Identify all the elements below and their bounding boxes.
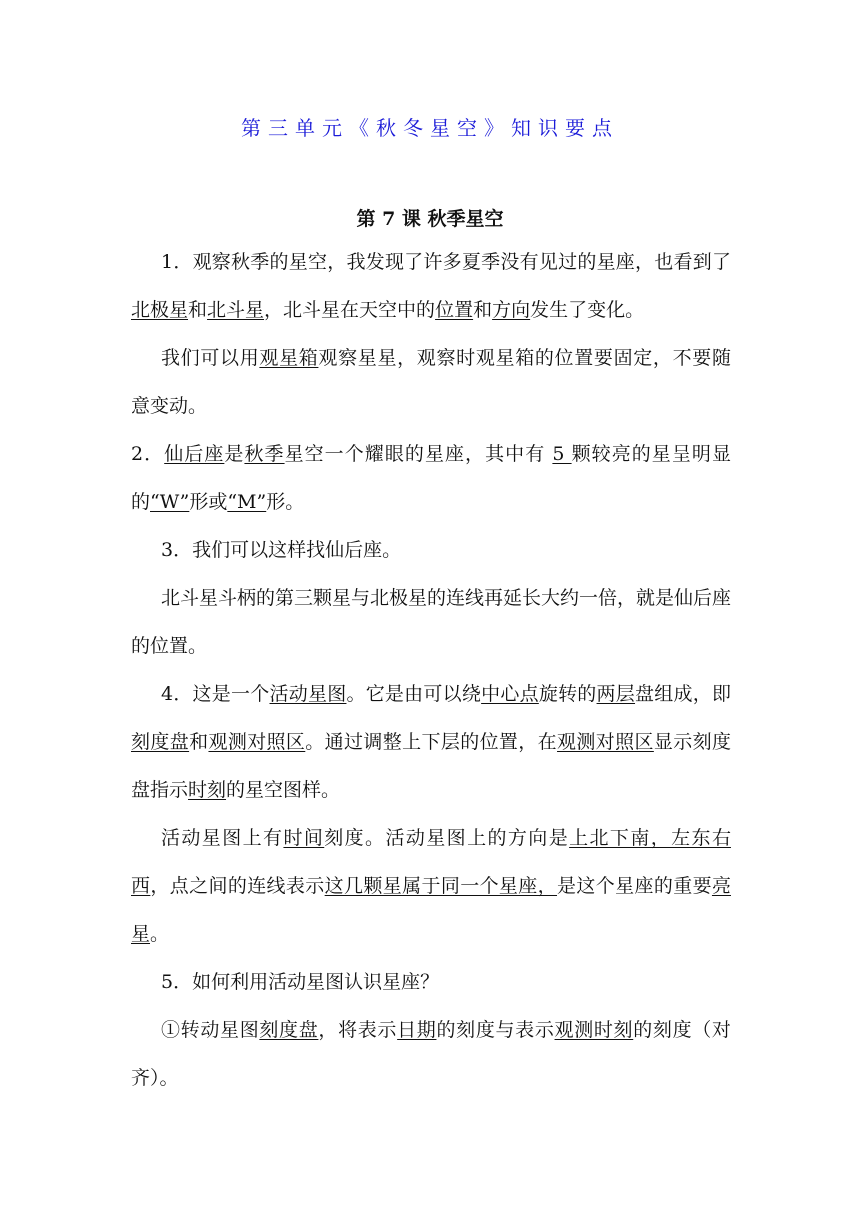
text-run: 2． — [131, 443, 165, 465]
text-run: 星空一个耀眼的星座，其中有 — [284, 443, 553, 465]
underlined-term: 上北下南，左东右西 — [131, 827, 731, 897]
underlined-term: 位置 — [435, 299, 474, 321]
paragraph — [131, 670, 731, 814]
underlined-term: 方向 — [492, 299, 531, 321]
text-run: ，点之间的连线表示 — [150, 875, 325, 897]
underlined-term: 秋季 — [244, 443, 285, 465]
text-run: 盘组成，即 — [635, 683, 731, 705]
text-run: 3．我们可以这样找仙后座。 — [161, 539, 402, 561]
text-run: 是 — [224, 443, 245, 465]
text-run: 我们可以用 — [161, 347, 260, 369]
paragraph — [131, 958, 731, 1006]
text-run: ，北斗星在天空中的 — [264, 299, 436, 321]
document-title: 第三单元《秋冬星空》知识要点 — [241, 116, 619, 140]
underlined-term: 刻度盘 — [131, 731, 190, 753]
text-run: 1．观察秋季的星空，我发现了许多夏季没有见过的星座，也看到了 — [161, 251, 731, 273]
underlined-term: 刻度盘 — [259, 1019, 319, 1041]
paragraph — [131, 574, 731, 670]
underlined-term: 日期 — [397, 1019, 437, 1041]
text-run: 形或 — [189, 491, 228, 513]
text-run: 北斗星斗柄的第三颗星与北极星的连线再延长大约一倍，就是仙后座的位置。 — [131, 587, 732, 657]
underlined-term: 仙后座 — [164, 443, 225, 465]
underlined-term: 两层 — [596, 683, 636, 705]
underlined-term: 时间 — [283, 827, 325, 849]
text-run: ①转动星图 — [161, 1019, 260, 1041]
text-run: 的刻度（对齐）。 — [131, 1019, 731, 1089]
text-run: 的星空图样。 — [226, 779, 341, 801]
text-run: 刻度。活动星图上的方向是 — [324, 827, 570, 849]
text-run: 观察星星，观察时观星箱的位置要固定，不要随意变动。 — [131, 347, 731, 417]
underlined-term: “W” — [150, 491, 190, 513]
paragraph — [131, 814, 731, 958]
paragraph — [131, 430, 731, 526]
paragraph — [131, 1006, 731, 1102]
paragraph — [131, 334, 731, 430]
underlined-term: “M” — [227, 491, 267, 513]
text-run: 和 — [189, 731, 209, 753]
underlined-term: 活动星图 — [269, 683, 347, 705]
underlined-term: 5 — [552, 443, 572, 465]
underlined-term: 观测对照区 — [208, 731, 306, 753]
text-run: 4．这是一个 — [161, 683, 270, 705]
text-run: 形。 — [266, 491, 305, 513]
underlined-term: 北极星 — [131, 299, 189, 321]
paragraph — [131, 526, 731, 574]
text-run: 发生了变化。 — [530, 299, 645, 321]
text-run: 和 — [188, 299, 208, 321]
text-run: 和 — [473, 299, 493, 321]
lesson-title: 第 7 课 秋季星空 — [356, 208, 504, 230]
document-body — [131, 238, 731, 1102]
text-run: 。它是由可以绕 — [346, 683, 482, 705]
text-run: 活动星图上有 — [161, 827, 284, 849]
underlined-term: 观星箱 — [259, 347, 319, 369]
underlined-term: 观测对照区 — [557, 731, 654, 753]
text-run: 旋转的 — [538, 683, 597, 705]
text-run: 5．如何利用活动星图认识星座？ — [161, 971, 440, 993]
underlined-term: 时刻 — [188, 779, 227, 801]
underlined-term: 亮星 — [131, 875, 731, 945]
underlined-term: 观测时刻 — [554, 1019, 634, 1041]
paragraph — [131, 238, 731, 334]
underlined-term: 这几颗星属于同一个星座， — [324, 875, 558, 897]
text-run: 。通过调整上下层的位置，在 — [305, 731, 558, 753]
underlined-term: 北斗星 — [207, 299, 265, 321]
text-run: ，将表示 — [318, 1019, 398, 1041]
text-run: 的刻度与表示 — [436, 1019, 555, 1041]
text-run: 。 — [150, 923, 170, 945]
text-run: 颗较亮的星呈明显的 — [131, 443, 731, 513]
text-run: 显示刻度盘指示 — [131, 731, 731, 801]
underlined-term: 中心点 — [481, 683, 539, 705]
text-run: 是这个星座的重要 — [557, 875, 712, 897]
